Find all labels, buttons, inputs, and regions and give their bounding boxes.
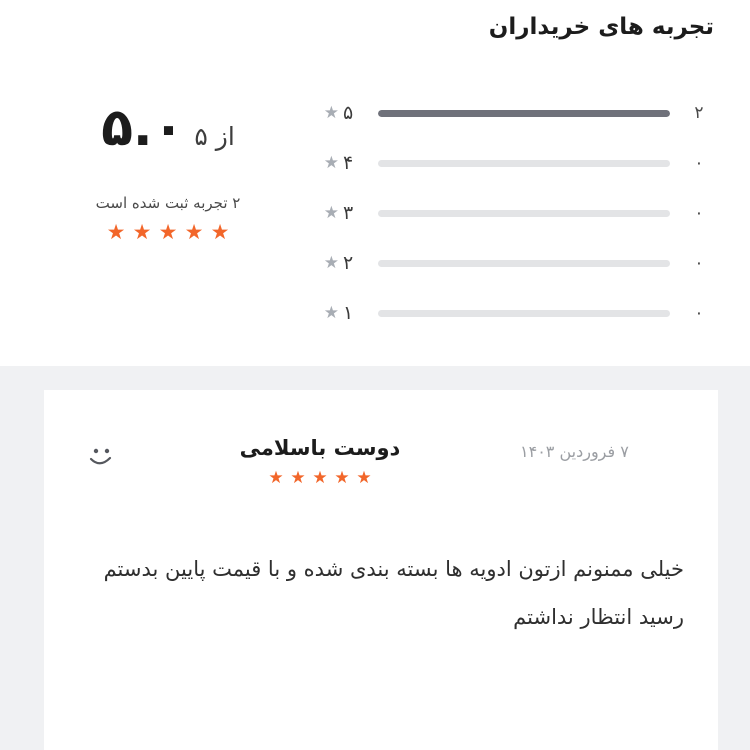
star-icon: ★ xyxy=(132,220,152,244)
reviewer-name: دوست باسلامی xyxy=(239,436,401,460)
review-header xyxy=(78,434,684,487)
star-icon: ★ xyxy=(323,202,339,223)
rating-bar-label xyxy=(322,252,366,274)
rating-bar-count: ۰ xyxy=(694,303,704,323)
reviewer-block xyxy=(126,434,514,487)
rating-bar-row[interactable] xyxy=(322,288,716,338)
review-stars xyxy=(126,470,514,487)
rating-bar-row[interactable] xyxy=(322,188,716,238)
rating-bar-label xyxy=(322,152,366,174)
rating-bar-track xyxy=(378,310,670,317)
rating-bar-label xyxy=(322,202,366,224)
reviews-count-text: ۲ تجربه ثبت شده است xyxy=(95,194,241,212)
rating-bar-count: ۰ xyxy=(694,253,704,273)
star-icon: ★ xyxy=(356,468,372,488)
rating-bar-count: ۰ xyxy=(694,153,704,173)
rating-bar-track xyxy=(378,160,670,167)
rating-bar-track xyxy=(378,260,670,267)
review-list xyxy=(0,380,750,750)
star-icon: ★ xyxy=(323,252,339,273)
rating-bar-label xyxy=(322,102,366,124)
review-text: خیلی ممنونم ازتون ادویه ها بسته بندی شده و با قیمت پایین بدستم رسید انتظار نداشتم xyxy=(103,557,684,630)
star-icon: ★ xyxy=(184,220,204,244)
rating-bar-label xyxy=(322,302,366,324)
star-icon: ★ xyxy=(268,468,284,488)
rating-bar-stars: ۵ xyxy=(343,102,354,124)
page-title: تجربه های خریداران xyxy=(488,14,714,40)
summary-body xyxy=(34,82,716,338)
rating-bar-stars: ۱ xyxy=(343,302,354,324)
rating-bar-row[interactable] xyxy=(322,88,716,138)
rating-bar-count: ۲ xyxy=(694,103,704,123)
rating-bar-fill xyxy=(378,110,670,117)
star-icon: ★ xyxy=(334,468,350,488)
reviews-summary-section xyxy=(0,0,750,338)
rating-bar-track xyxy=(378,110,670,117)
star-icon: ★ xyxy=(323,302,339,323)
summary-stars xyxy=(34,222,302,243)
review-date: ۷ فروردین ۱۴۰۳ xyxy=(520,442,629,461)
review-card xyxy=(44,390,718,750)
star-icon: ★ xyxy=(323,152,339,173)
rating-bar-count: ۰ xyxy=(694,203,704,223)
rating-bar-stars: ۳ xyxy=(343,202,354,224)
star-icon: ★ xyxy=(106,220,126,244)
section-divider xyxy=(0,366,750,380)
score-line xyxy=(34,98,302,158)
rating-bar-row[interactable] xyxy=(322,238,716,288)
rating-bar-track xyxy=(378,210,670,217)
rating-bar-stars: ۴ xyxy=(343,152,354,174)
average-score: ۵.۰ xyxy=(101,98,185,158)
score-block xyxy=(34,82,302,243)
star-icon: ★ xyxy=(290,468,306,488)
rating-breakdown xyxy=(302,82,716,338)
star-icon: ★ xyxy=(312,468,328,488)
rating-bar-stars: ۲ xyxy=(343,252,354,274)
avatar xyxy=(78,434,122,478)
star-icon: ★ xyxy=(210,220,230,244)
star-icon: ★ xyxy=(158,220,178,244)
score-out-of: از ۵ xyxy=(194,122,235,151)
star-icon: ★ xyxy=(323,102,339,123)
rating-bar-row[interactable] xyxy=(322,138,716,188)
